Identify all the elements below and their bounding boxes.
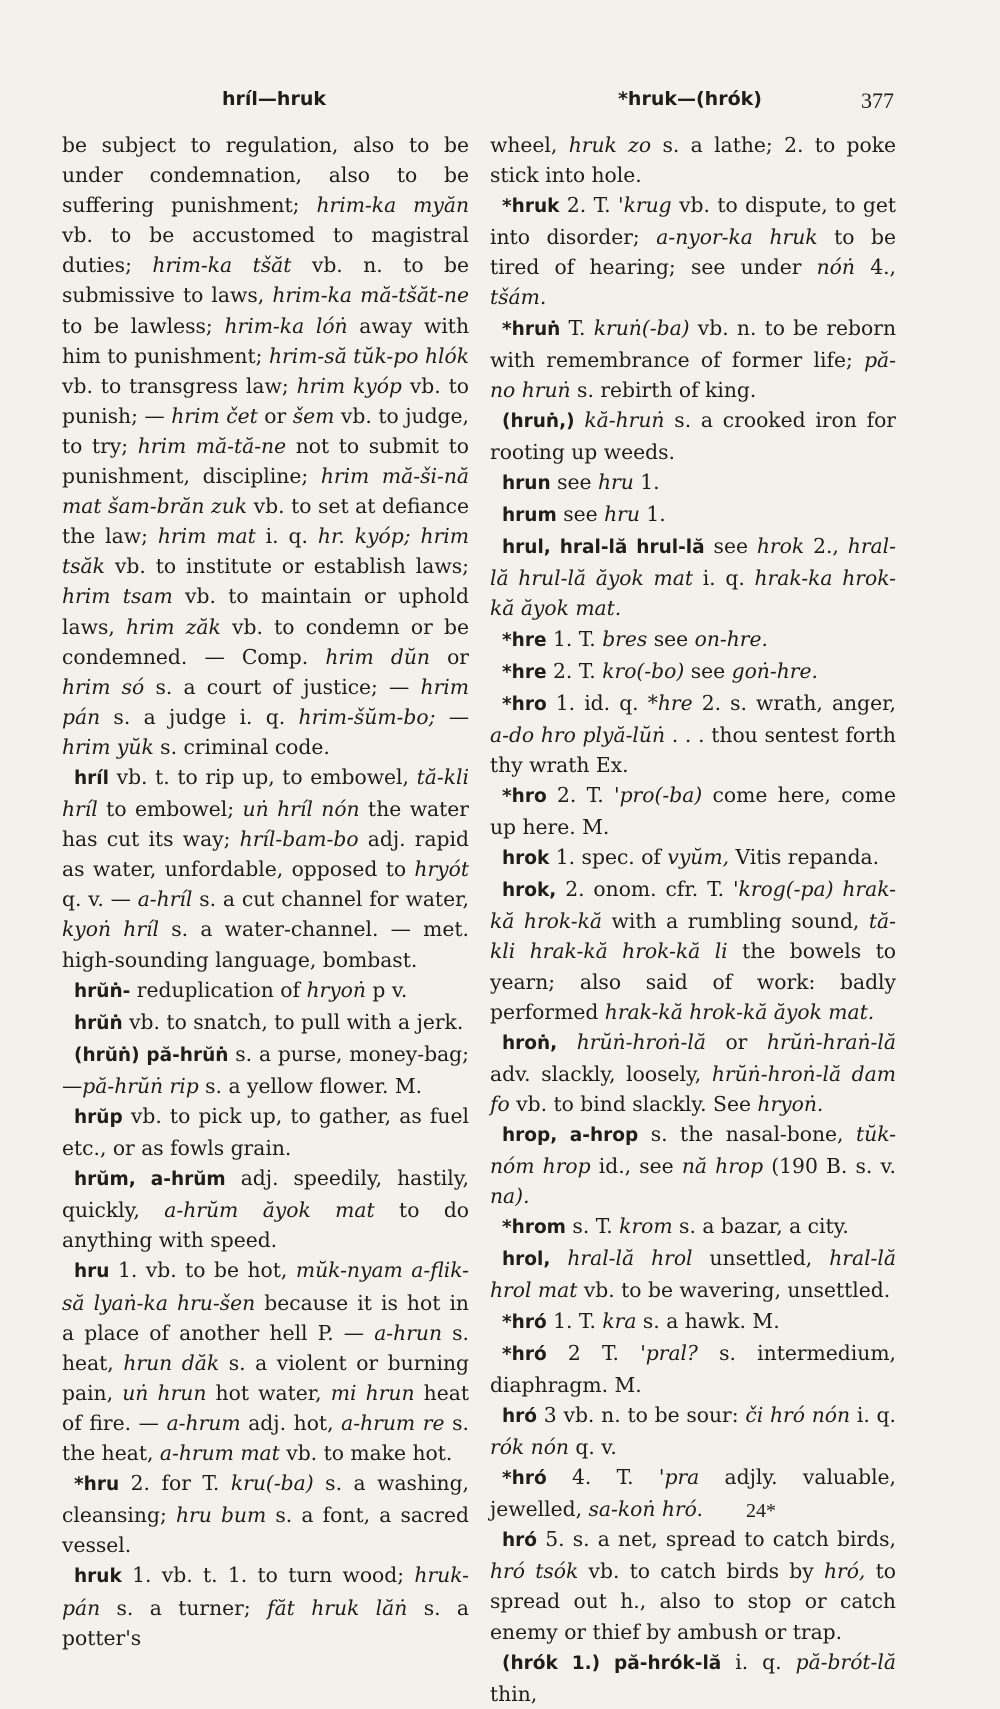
- example-phrase: hrim mă-tă-ne: [137, 433, 287, 458]
- definition-text: vb. to snatch, to pull with a jerk.: [122, 1009, 464, 1034]
- dictionary-entry: [62, 1560, 469, 1652]
- example-phrase: a-do hro plyă-lŭṅ: [490, 722, 666, 747]
- definition-text: vb. to catch birds by: [578, 1559, 824, 1584]
- definition-text: s. a hawk. M.: [636, 1308, 780, 1333]
- dictionary-entry: [62, 975, 469, 1007]
- definition-text: to be tired of hearing; see under: [490, 225, 896, 280]
- example-phrase: hrim-ka myăn: [316, 193, 470, 218]
- definition-text: s. a washing, cleansing;: [62, 1471, 470, 1528]
- definition-text: vb. to dispute, to get into disorder;: [490, 193, 896, 250]
- definition-text: s. criminal code.: [153, 734, 330, 759]
- dictionary-entry: [490, 499, 896, 531]
- definition-text: because it is hot in a place of another hell P. —: [62, 1290, 469, 1345]
- example-phrase: hruk-pán: [62, 1563, 469, 1620]
- dictionary-entry: [490, 688, 896, 780]
- definition-text: 2. T.: [559, 193, 619, 218]
- headword: hrŭṅ-: [74, 980, 131, 1002]
- example-phrase: či hró nón: [745, 1402, 851, 1427]
- example-phrase: na).: [490, 1184, 530, 1209]
- definition-text: q. v. —: [62, 887, 138, 912]
- example-phrase: nă hrop: [681, 1154, 764, 1179]
- entry-continuation: [62, 130, 469, 762]
- definition-text: 2. onom. cfr. T.: [556, 877, 733, 902]
- definition-text: 3 vb. n. to be sour:: [537, 1402, 746, 1427]
- definition-text: to do anything with speed.: [62, 1198, 470, 1253]
- dictionary-entry: [490, 780, 896, 842]
- definition-text: s. a water-channel. — met. high-sounding language, bombast.: [62, 917, 469, 972]
- dictionary-entry: [490, 1338, 896, 1400]
- example-phrase: hral-lă hrol: [567, 1246, 693, 1271]
- definition-text: s. heat,: [62, 1320, 469, 1375]
- headword: hríl: [74, 767, 109, 789]
- headword: hrum: [502, 505, 557, 527]
- definition-text: vb. t. to rip up, to embowel,: [108, 764, 417, 789]
- definition-text: or: [430, 644, 470, 669]
- dictionary-entry: [62, 1039, 469, 1101]
- definition-text: 2 T.: [546, 1340, 641, 1365]
- right-column: [490, 130, 896, 1709]
- headword: *hró: [502, 1468, 547, 1490]
- dictionary-entry: [62, 1007, 469, 1039]
- headword: (hrŭṅ) pă-hrŭṅ: [74, 1044, 229, 1066]
- definition-text: vb. n. to be reborn with remembrance of former life;: [490, 315, 897, 372]
- definition-text: s. intermedium, diaphragm. M.: [490, 1340, 896, 1397]
- definition-text: vb. to make hot.: [279, 1441, 453, 1466]
- page-number: 377: [861, 88, 894, 113]
- definition-text: vb. to institute or establish laws;: [104, 554, 469, 579]
- definition-text: the water has cut its way;: [62, 797, 469, 852]
- headword: *hru: [74, 1474, 120, 1496]
- headword: hrol,: [502, 1249, 551, 1271]
- example-phrase: pă-brót-lă: [795, 1649, 896, 1674]
- example-phrase: hró,: [823, 1559, 866, 1584]
- example-phrase: hral-lă hrul-lă ăyok mat: [490, 534, 896, 591]
- headword: *hre: [502, 661, 547, 683]
- dictionary-entry: [490, 1211, 896, 1243]
- definition-text: 2. for T.: [119, 1471, 231, 1496]
- example-phrase: a-nyor-ka hruk: [656, 225, 818, 250]
- definition-text: the bowels to yearn; also said of work: badly performed: [490, 939, 896, 1024]
- example-phrase: hryót: [414, 857, 469, 882]
- headword: hrŭm, a-hrŭm: [74, 1169, 226, 1191]
- headword: hrok,: [502, 880, 557, 902]
- definition-text: p v.: [365, 977, 408, 1002]
- example-phrase: kra: [602, 1308, 637, 1333]
- example-phrase: hrim mat: [157, 524, 256, 549]
- dictionary-entry: [490, 656, 896, 688]
- definition-text: 1. spec. of: [549, 845, 668, 870]
- example-phrase: mi hrun: [330, 1380, 415, 1405]
- definition-text: 4. T.: [546, 1465, 659, 1490]
- example-phrase: hrun dăk: [123, 1350, 220, 1375]
- example-phrase: a-hrum re: [341, 1410, 445, 1435]
- definition-text: be subject to regulation, also to be under condemnation, also to be suffering punishment;: [62, 133, 469, 218]
- definition-text: 2.,: [804, 534, 848, 559]
- example-phrase: hrŭṅ-hraṅ-lă: [766, 1029, 896, 1054]
- example-phrase: *hre: [647, 690, 693, 715]
- example-phrase: hrak-kă hrok-kă ăyok mat.: [604, 999, 875, 1024]
- definition-text: s. a potter's: [62, 1595, 470, 1650]
- definition-text: see: [556, 502, 605, 527]
- example-phrase: hrim só: [62, 674, 145, 699]
- running-head-left: hríl—hruk: [222, 88, 326, 110]
- example-phrase: vyŭm,: [667, 845, 730, 870]
- definition-text: adj. speedily, hastily, quickly,: [62, 1166, 469, 1223]
- dictionary-entry: [490, 1524, 896, 1646]
- dictionary-entry: [490, 313, 896, 405]
- example-phrase: hral-lă hrol mat: [490, 1246, 896, 1303]
- definition-text: see: [647, 626, 695, 651]
- headword: *hre: [502, 629, 547, 651]
- dictionary-entry: [62, 762, 469, 975]
- dictionary-entry: [490, 1400, 896, 1462]
- example-phrase: bres: [602, 626, 648, 651]
- definition-text: 4.,: [854, 255, 896, 280]
- example-phrase: hruk zo: [568, 133, 652, 157]
- example-phrase: a-hrŭm ăyok mat: [164, 1198, 375, 1223]
- definition-text: s. T.: [565, 1214, 620, 1239]
- example-phrase: mŭk-nyam a-flik-să lyaṅ-ka hru-šen: [62, 1258, 469, 1315]
- dictionary-entry: [490, 1243, 896, 1305]
- example-phrase: uṅ hrun: [122, 1380, 207, 1405]
- headword: hroṅ,: [502, 1032, 558, 1054]
- definition-text: s. a court of justice; —: [144, 674, 421, 699]
- definition-text: 1. T.: [546, 626, 603, 651]
- headword: (hrók 1.) pă-hrók-lă: [502, 1652, 722, 1674]
- example-phrase: kru(-ba): [230, 1471, 314, 1496]
- definition-text: vb. to pick up, to gather, as fuel etc., or as fowls grain.: [62, 1104, 469, 1161]
- example-phrase: hrim tsam: [62, 584, 173, 609]
- definition-text: Vitis repanda.: [729, 845, 880, 870]
- example-phrase: hru bum: [175, 1503, 267, 1528]
- definition-text: s. a judge i. q.: [100, 704, 299, 729]
- definition-text: . . . thou sentest forth thy wrath Ex.: [490, 722, 896, 777]
- dictionary-entry: [490, 1462, 896, 1524]
- running-head-right: *hruk—(hrók): [618, 88, 762, 110]
- definition-text: s. a violent or burning pain,: [62, 1350, 469, 1405]
- definition-text: vb. to condemn or be condemned. — Comp.: [62, 614, 469, 669]
- dictionary-entry: [62, 1255, 469, 1468]
- example-phrase: goṅ-hre.: [731, 658, 818, 683]
- example-phrase: hrok: [756, 534, 805, 559]
- definition-text: vb. to be wavering, unsettled.: [577, 1278, 891, 1303]
- example-phrase: on-hre.: [694, 626, 768, 651]
- definition-text: adjly. valuable, jewelled,: [490, 1465, 897, 1522]
- definition-text: adv. slackly, loosely,: [490, 1061, 712, 1086]
- headword: hrul, hral-lă hrul-lă: [502, 537, 705, 559]
- example-phrase: hrŭṅ-hroṅ-lă dam fo: [490, 1061, 896, 1116]
- dictionary-entry: [490, 1119, 896, 1211]
- definition-text: wheel,: [490, 133, 569, 157]
- example-phrase: hryoṅ: [306, 977, 366, 1002]
- example-phrase: 'pral?: [640, 1340, 698, 1365]
- definition-text: 1.: [639, 502, 666, 527]
- example-phrase: kruṅ(-ba): [593, 315, 690, 340]
- example-phrase: tă-kli hrak-kă hrok-kă li: [490, 909, 896, 964]
- headword: hruk: [74, 1566, 122, 1588]
- definition-text: or: [257, 403, 293, 428]
- example-phrase: hrim-să tŭk-po hlók: [268, 343, 469, 368]
- definition-text: T.: [560, 315, 594, 340]
- definition-text: to spread out h., also to stop or catch enemy or thief by ambush or trap.: [490, 1559, 896, 1644]
- example-phrase: hr. kyóp; hrim tsăk: [62, 524, 469, 579]
- example-phrase: pă-no hruṅ: [490, 347, 896, 402]
- definition-text: vb. n. to be submissive to laws,: [62, 253, 470, 308]
- example-phrase: hru: [597, 470, 634, 495]
- definition-text: vb. to maintain or uphold laws,: [62, 584, 469, 639]
- definition-text: heat of fire. —: [62, 1380, 469, 1435]
- example-phrase: hrim-ka tšăt: [152, 253, 292, 278]
- example-phrase: hrŭṅ-hroṅ-lă: [576, 1029, 706, 1054]
- example-phrase: a-hríl: [137, 887, 193, 912]
- example-phrase: 'krog(-pa) hrak-kă hrok-kă: [490, 877, 896, 934]
- definition-text: vb. to bind slackly. See: [509, 1091, 758, 1116]
- example-phrase: hru: [604, 502, 640, 527]
- example-phrase: hrim kyóp: [296, 373, 402, 398]
- example-phrase: hrim pán: [62, 674, 470, 729]
- entry-continuation: [490, 130, 896, 190]
- example-phrase: hrim-ka mă-tšăt-ne: [272, 283, 469, 308]
- dictionary-entry: [490, 405, 896, 467]
- definition-text: come here, come up here. M.: [490, 782, 896, 840]
- definition-text: to be lawless;: [62, 313, 225, 338]
- definition-text: 1.: [633, 470, 660, 495]
- example-phrase: a-hrum mat: [159, 1441, 280, 1466]
- signature-mark: 24*: [746, 1500, 776, 1522]
- definition-text: 2. s. wrath, anger,: [692, 690, 896, 715]
- definition-text: to embowel;: [97, 797, 243, 822]
- definition-text: 5. s. a net, spread to catch birds,: [537, 1527, 896, 1552]
- example-phrase: šem: [292, 403, 335, 428]
- definition-text: s. the nasal-bone,: [638, 1122, 856, 1146]
- dictionary-entry: [62, 1468, 469, 1560]
- headword: *hruk: [502, 196, 560, 218]
- example-phrase: hrim-ka lóṅ: [224, 313, 348, 338]
- dictionary-entry: [490, 467, 896, 499]
- definition-text: s. rebirth of king.: [570, 377, 757, 402]
- example-phrase: krom: [619, 1214, 673, 1239]
- definition-text: s. a crooked iron for rooting up weeds.: [490, 407, 897, 464]
- definition-text: 1. vb. t. 1. to turn wood;: [121, 1563, 415, 1588]
- dictionary-entry: [490, 1027, 896, 1119]
- dictionary-entry: [490, 1647, 896, 1709]
- definition-text: [550, 1246, 567, 1270]
- example-phrase: uṅ hríl nón: [242, 797, 360, 822]
- example-phrase: a-hrun: [374, 1320, 443, 1345]
- definition-text: away with him to punishment;: [62, 313, 470, 368]
- example-phrase: pă-hrŭṅ rip: [82, 1073, 199, 1098]
- headword: *hro: [502, 693, 547, 715]
- headword: hrŭṅ: [74, 1012, 123, 1034]
- definition-text: 2. T.: [546, 658, 603, 683]
- left-column: [62, 130, 469, 1653]
- definition-text: (190 B. s. v.: [763, 1154, 896, 1179]
- example-phrase: kro(-bo): [602, 658, 685, 683]
- example-phrase: nóṅ: [816, 255, 855, 280]
- dictionary-entry: [490, 531, 896, 623]
- definition-text: i. q.: [255, 524, 318, 549]
- definition-text: unsettled,: [692, 1246, 830, 1271]
- definition-text: vb. to punish; —: [62, 373, 469, 428]
- dictionary-entry: [490, 624, 896, 656]
- example-phrase: 'krug: [618, 193, 672, 218]
- definition-text: with a rumbling sound,: [602, 909, 869, 934]
- definition-text: or: [705, 1029, 767, 1054]
- definition-text: thin,: [490, 1681, 538, 1706]
- example-phrase: kyoṅ hríl: [62, 917, 159, 942]
- example-phrase: hrim dŭn: [325, 644, 430, 669]
- headword: hrŭp: [74, 1107, 123, 1128]
- example-phrase: făt hruk lăṅ: [267, 1595, 408, 1620]
- definition-text: [557, 1030, 577, 1054]
- definition-text: s. a purse, money-bag; —: [62, 1041, 469, 1098]
- definition-text: s. a bazar, a city.: [672, 1214, 849, 1239]
- definition-text: i. q.: [721, 1649, 796, 1674]
- headword: hrun: [502, 473, 551, 495]
- definition-text: s. a lathe; 2. to poke stick into hole.: [490, 133, 897, 188]
- definition-text: vb. to be accustomed to magistral duties;: [62, 223, 469, 278]
- example-phrase: kă-hruṅ: [584, 407, 665, 432]
- definition-text: s. the heat,: [62, 1410, 469, 1466]
- headword: hró: [502, 1530, 538, 1552]
- definition-text: q. v.: [568, 1434, 617, 1459]
- definition-text: [575, 408, 585, 432]
- headword: *hró: [502, 1343, 547, 1365]
- example-phrase: tšám.: [490, 285, 547, 310]
- example-phrase: tă-kli hríl: [62, 764, 469, 822]
- definition-text: adj. hot,: [240, 1410, 342, 1435]
- headword: hrok: [502, 848, 550, 870]
- dictionary-entry: [490, 842, 896, 874]
- example-phrase: hryoṅ.: [757, 1091, 824, 1116]
- headword: hrop, a-hrop: [502, 1125, 639, 1146]
- definition-text: i. q.: [850, 1402, 896, 1427]
- example-phrase: hríl-bam-bo: [239, 827, 359, 852]
- example-phrase: 'pra: [658, 1465, 700, 1490]
- definition-text: not to submit to punishment, discipline;: [62, 433, 469, 489]
- dictionary-entry: [490, 190, 896, 312]
- headword: *hruṅ: [502, 318, 561, 340]
- definition-text: 1. T.: [546, 1308, 603, 1333]
- headword: hró: [502, 1405, 538, 1427]
- dictionary-entry: [62, 1101, 469, 1163]
- headword: *hró: [502, 1311, 547, 1333]
- definition-text: hot water,: [206, 1380, 331, 1405]
- dictionary-entry: [62, 1163, 469, 1255]
- definition-text: s. a font, a sacred vessel.: [62, 1503, 469, 1558]
- headword: *hrom: [502, 1217, 566, 1239]
- example-phrase: tŭk-nóm hrop: [490, 1122, 896, 1179]
- definition-text: s. a cut channel for water,: [192, 887, 469, 912]
- headword: hru: [74, 1261, 110, 1283]
- definition-text: see: [684, 658, 732, 683]
- definition-text: reduplication of: [130, 977, 307, 1002]
- example-phrase: sa-koṅ hró.: [588, 1497, 703, 1522]
- definition-text: vb. to judge, to try;: [62, 403, 469, 458]
- headword: *hro: [502, 785, 547, 807]
- example-phrase: a-hrum: [166, 1410, 241, 1435]
- dictionary-entry: [490, 874, 896, 1026]
- definition-text: vb. to transgress law;: [62, 373, 297, 398]
- example-phrase: 'pro(-ba): [614, 782, 703, 807]
- definition-text: see: [550, 470, 598, 495]
- example-phrase: hrim zăk: [126, 614, 221, 639]
- example-phrase: rók nón: [490, 1434, 569, 1459]
- dictionary-entry: [490, 1306, 896, 1338]
- definition-text: 1. vb. to be hot,: [109, 1258, 296, 1283]
- definition-text: i. q.: [692, 566, 755, 591]
- example-phrase: hrak-ka hrok-kă ăyok mat.: [490, 566, 896, 621]
- definition-text: vb. to set at defiance the law;: [62, 494, 470, 549]
- definition-text: 1. id. q.: [546, 690, 648, 715]
- example-phrase: hrim-šŭm-bo; — hrim yŭk: [62, 704, 469, 759]
- definition-text: s. a turner;: [100, 1595, 268, 1620]
- definition-text: 2. T.: [546, 782, 614, 807]
- definition-text: id., see: [590, 1154, 682, 1179]
- example-phrase: hró tsók: [490, 1559, 579, 1584]
- headword: (hruṅ,): [502, 410, 575, 432]
- definition-text: s. a yellow flower. M.: [198, 1073, 423, 1098]
- example-phrase: hrim mă-ši-nă mat šam-brăn zuk: [62, 464, 469, 519]
- example-phrase: hrim čet: [171, 403, 258, 428]
- definition-text: see: [704, 534, 757, 559]
- definition-text: adj. rapid as water, unfordable, opposed to: [62, 827, 469, 882]
